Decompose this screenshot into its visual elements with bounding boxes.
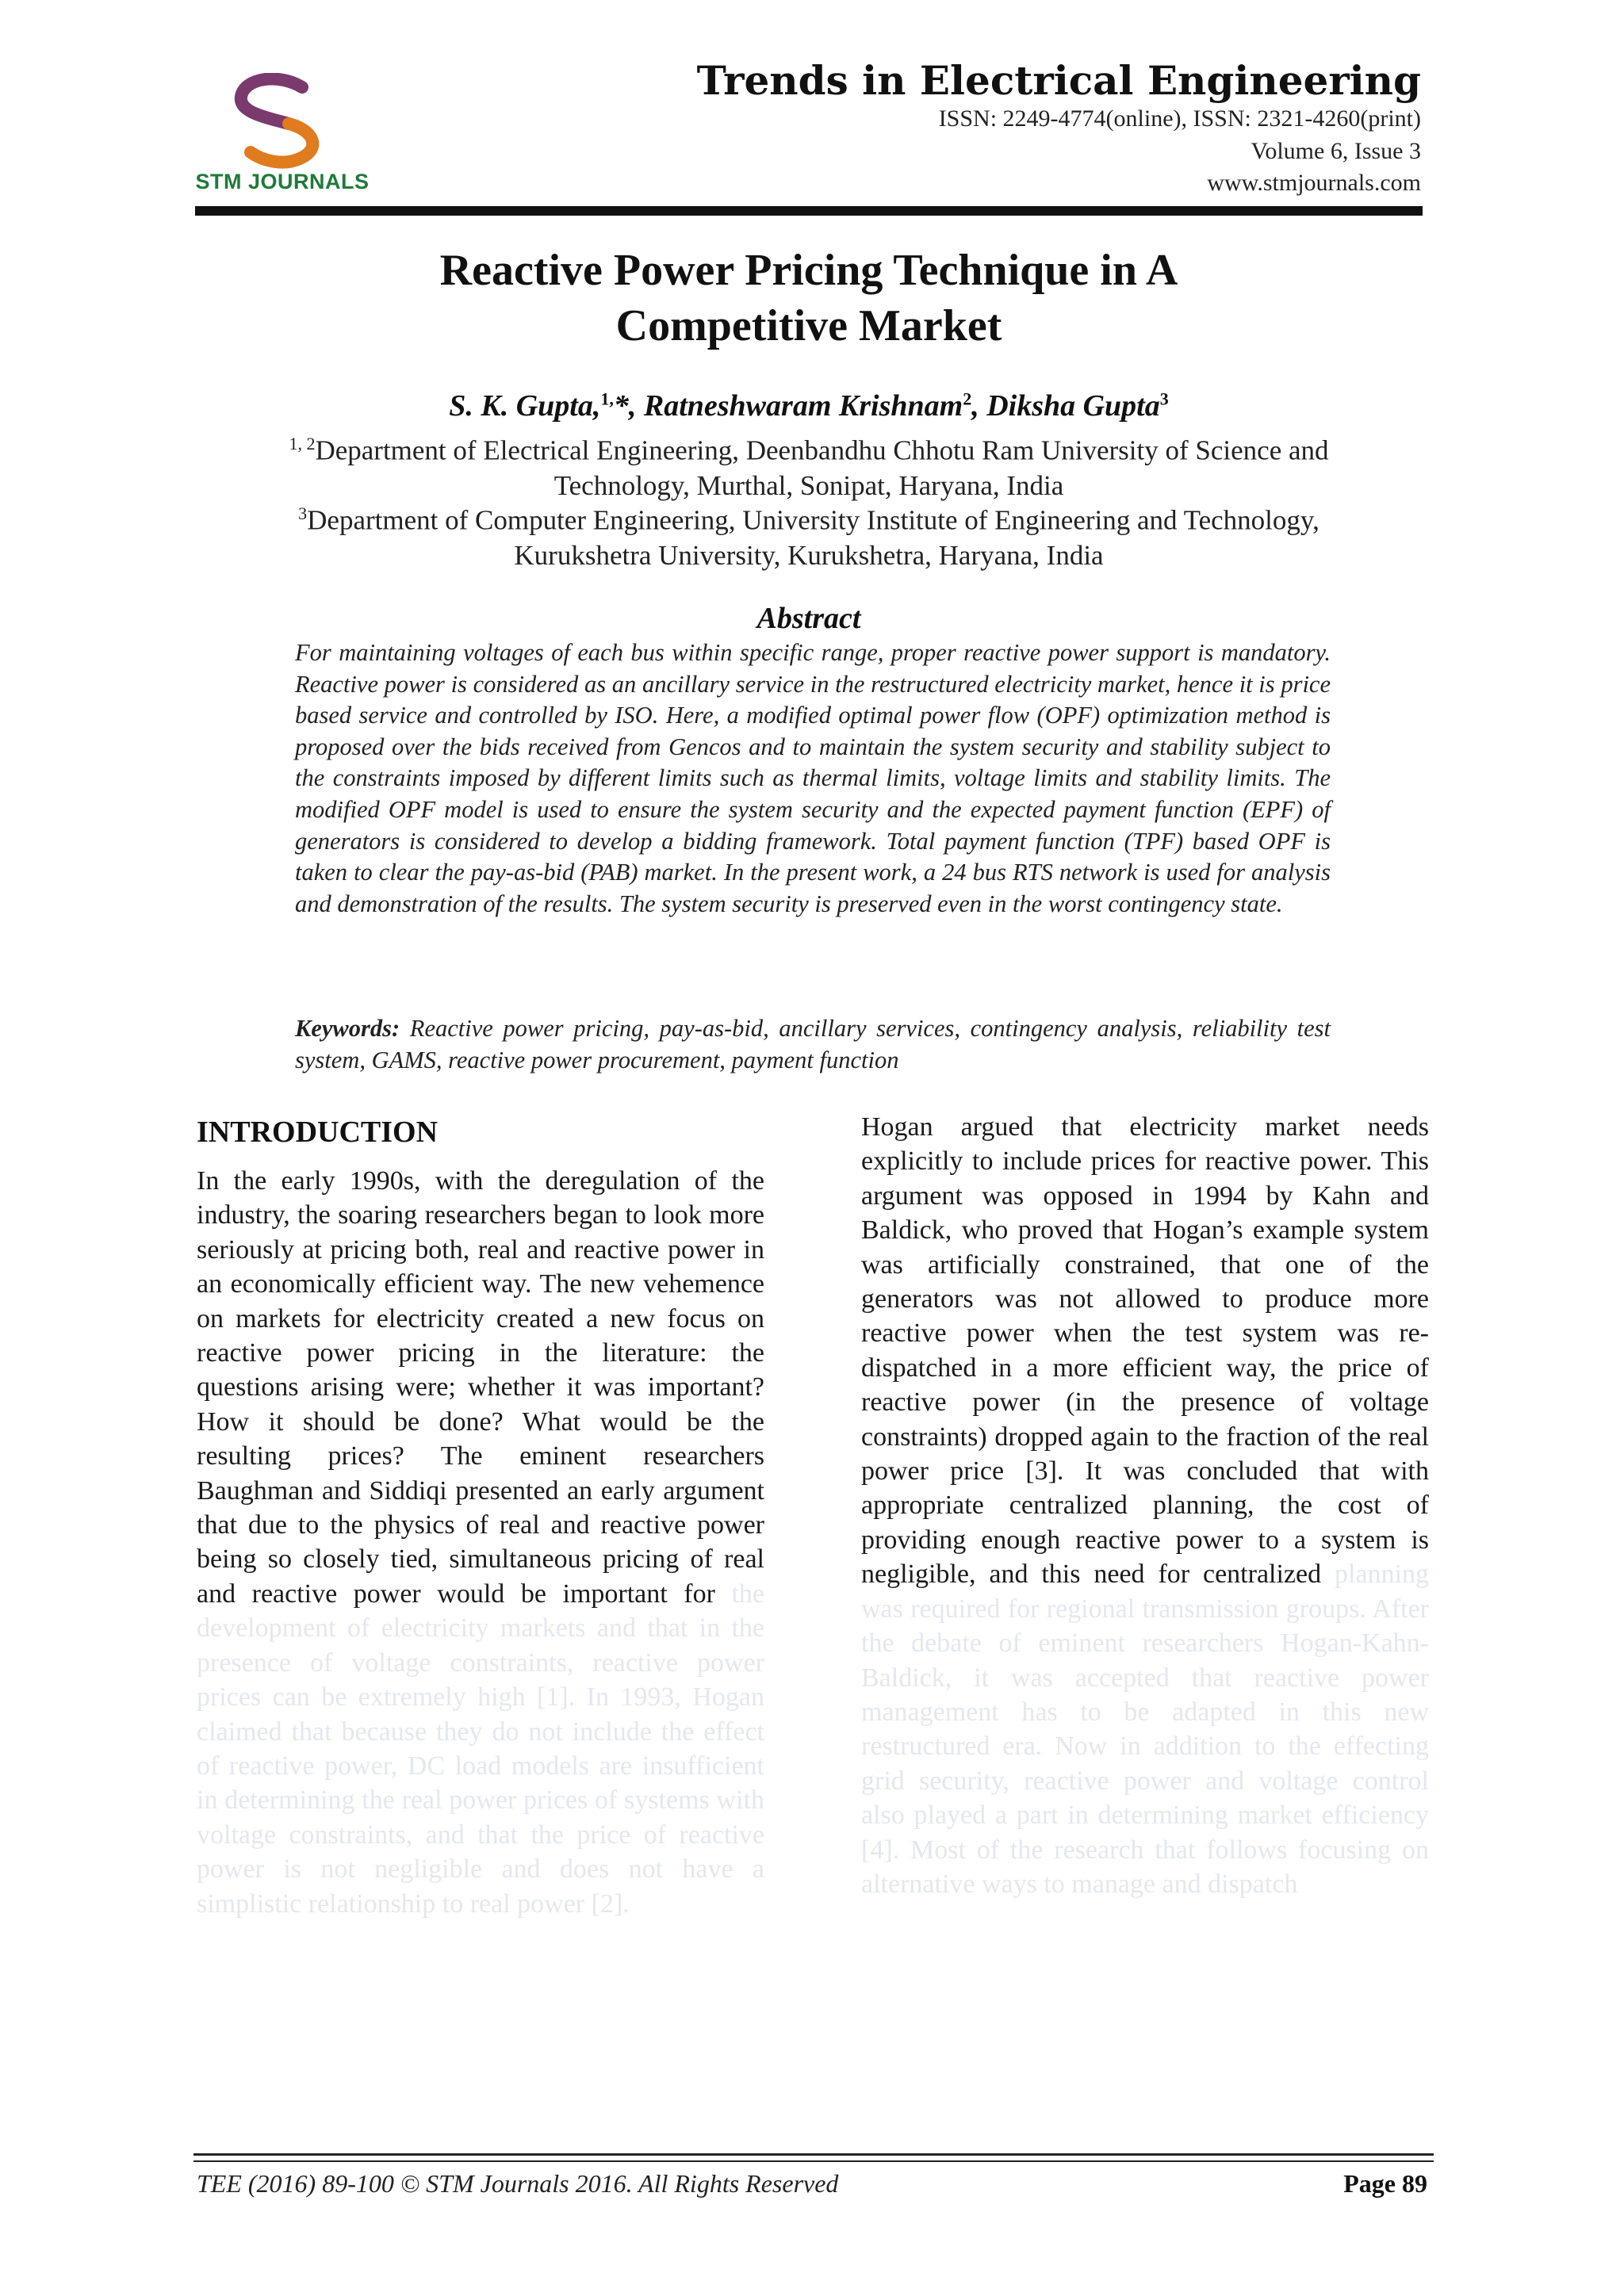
author-1-mark: *, — [613, 389, 644, 423]
abstract-body: For maintaining voltages of each bus within specific range, proper reactive power support is mandatory. Reactive power is considered as an ancillary service in the restructured electricity market, hence it is price based service and controlled by ISO. Here, a modified optimal power flow (OPF) optimization method is proposed over the bids received from Gencos and to maintain the system security and stability subject to the constraints imposed by different limits such as thermal limits, voltage limits and stability limits. The modified OPF model is used to ensure the system security and the expected payment function (EPF) of generators is considered to develop a bidding framework. Total payment function (TPF) based OPF is taken to clear the pay-as-bid (PAB) market. In the present work, a 24 bus RTS network is used for analysis and demonstration of the results. The system security is preserved even in the worst contingency state. — [295, 639, 1331, 917]
journal-title: Trends in Electrical Engineering — [696, 57, 1421, 104]
affiliation-2-line1: Department of Computer Engineering, University Institute of Engineering and Technology, — [307, 504, 1320, 536]
keywords — [295, 1013, 1331, 1076]
author-2: Ratneshwaram Krishnam — [643, 389, 963, 423]
keywords-label: Keywords: — [295, 1015, 400, 1042]
logo-swoosh-top — [241, 79, 302, 124]
logo-text: STM JOURNALS — [195, 170, 370, 193]
page-number: Page 89 — [1343, 2169, 1427, 2198]
paper-title-line1: Reactive Power Pricing Technique in A — [439, 246, 1178, 295]
affiliation-1-line2: Technology, Murthal, Sonipat, Haryana, India — [553, 469, 1064, 501]
journal-website[interactable]: www.stmjournals.com — [1207, 170, 1421, 196]
section-heading-introduction: INTRODUCTION — [197, 1115, 439, 1149]
intro-left-text: In the early 1990s, with the deregulation of the industry, the soaring researchers began to look more seriously at pricing both, real and reactive power in an economically efficient way. The new vehemence on markets for electricity created a new focus on reactive power pricing in the literature: the questions arising were; whether it was important? How it should be done? What would be the resulting prices? The eminent researchers Baughman and Siddiqi presented an early argument that due to the physics of real and reactive power being so closely tied, simultaneous pricing of real and reactive power would be important for — [197, 1166, 764, 1609]
paper-title-line2: Competitive Market — [615, 301, 1002, 350]
footer-citation: TEE (2016) 89-100 © STM Journals 2016. All Rights Reserved — [197, 2169, 839, 2198]
author-1-affil: 1, — [600, 388, 614, 409]
paper-title — [190, 243, 1427, 354]
logo-swoosh-bottom — [251, 124, 312, 163]
abstract-heading: Abstract — [756, 602, 861, 635]
affiliation-1-line1: Department of Electrical Engineering, Deenbandhu Chhotu Ram University of Science and — [315, 434, 1329, 466]
intro-left-faded-text: the development of electricity markets and that in the presence of voltage constraints, reactive power prices can be extremely high [1]. In 1993, Hogan claimed that because they do not include the effect of reactive power, DC load models are insufficient in determining the real power prices of systems with voltage constraints, and that the price of reactive power is not negligible and does not have a simplistic relationship to real power [2]. — [197, 1578, 765, 1919]
affiliation-2-line2: Kurukshetra University, Kurukshetra, Haryana, India — [514, 539, 1104, 571]
intro-column-right — [861, 1110, 1429, 1901]
author-3: , Diksha Gupta — [971, 389, 1160, 423]
affiliation-1-sup: 1, 2 — [289, 434, 316, 453]
author-list — [190, 388, 1427, 423]
header-rule — [195, 206, 1423, 216]
intro-right-faded-text: planning was required for regional transmission groups. After the debate of eminent researchers Hogan-Kahn-Baldick, it was accepted that reactive power management has to be adapted in this new restructured era. Now in addition to the effecting grid security, reactive power and voltage control also played a part in determining market efficiency [4]. Most of the research that follows focusing on alternative ways to manage and dispatch — [861, 1559, 1430, 1899]
author-3-affil: 3 — [1159, 388, 1169, 409]
affiliation-2-sup: 3 — [298, 503, 308, 523]
intro-column-left — [197, 1164, 764, 1921]
journal-issn: ISSN: 2249-4774(online), ISSN: 2321-4260(print) — [938, 105, 1421, 132]
journal-volume: Volume 6, Issue 3 — [1251, 138, 1421, 164]
keywords-list: Reactive power pricing, pay-as-bid, ancillary services, contingency analysis, reliability test system, GAMS, reactive power procurement, payment function — [295, 1015, 1331, 1073]
affiliation-2 — [206, 496, 1411, 573]
footer-rule — [193, 2153, 1434, 2156]
author-1: S. K. Gupta, — [449, 389, 601, 423]
intro-right-text: Hogan argued that electricity market needs explicitly to include prices for reactive power. This argument was opposed in 1994 by Kahn and Baldick, who proved that Hogan’s example system was artificially constrained, that one of the generators was not allowed to produce more reactive power when the test system was re-dispatched in a more efficient way, the price of reactive power (in the presence of voltage constraints) dropped again to the fraction of the real power price [3]. It was concluded that with appropriate centralized planning, the cost of providing enough reactive power to a system is negligible, and this need for centralized — [861, 1112, 1429, 1590]
footer-rule-thin — [193, 2160, 1434, 2162]
author-2-affil: 2 — [963, 388, 972, 409]
affiliation-1 — [206, 427, 1411, 503]
